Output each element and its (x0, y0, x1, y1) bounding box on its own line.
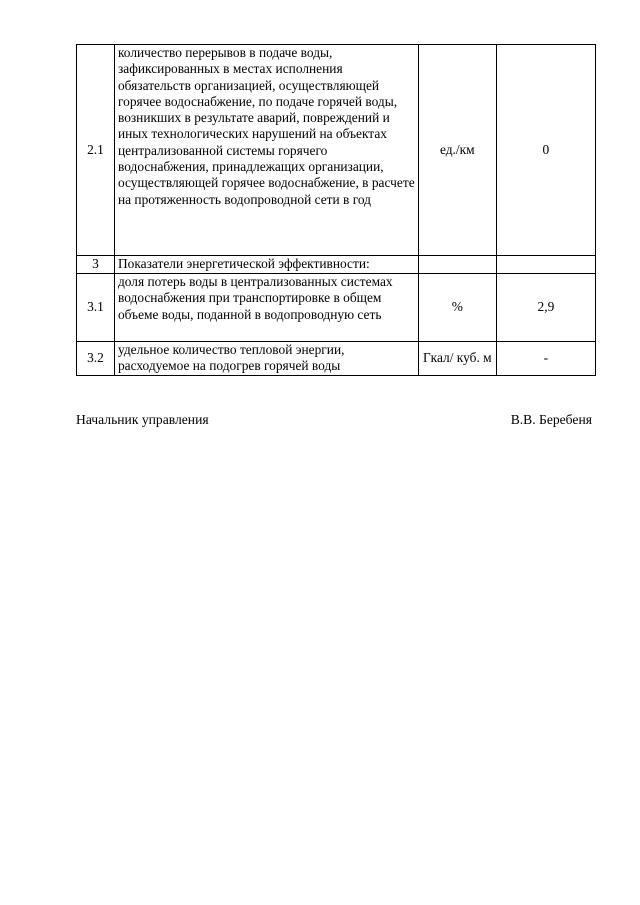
indicator-name: доля потерь воды в централизованных системах водоснабжения при транспортировке в общем объеме воды, поданной в водопроводную сеть (114, 274, 418, 342)
unit-of-measure: % (418, 274, 496, 342)
signature-position: Начальник управления (76, 412, 209, 427)
indicator-name: удельное количество тепловой энергии, расходуемое на подогрев горячей воды (114, 342, 418, 376)
indicator-name: количество перерывов в подаче воды, зафиксированных в местах исполнения обязательств организацией, осуществляющей горячее водоснабжение, по подаче горячей воды, возникших в результате аварий, повреждений и иных технологических нарушений на объектах централизованной системы горячего водоснабжения, принадлежащих организации, осуществляющей горячее водоснабжение, в расчете на протяженность водопроводной сети в год (114, 45, 418, 256)
table-row (77, 45, 596, 256)
unit-of-measure (418, 256, 496, 274)
row-number: 3 (77, 256, 115, 274)
indicator-value: 2,9 (496, 274, 595, 342)
section-heading: Показатели энергетической эффективности: (114, 256, 418, 274)
indicator-value: 0 (496, 45, 595, 256)
table-row (77, 274, 596, 342)
signature-block (76, 412, 596, 432)
table-row (77, 256, 596, 274)
signature-name: В.В. Беребеня (510, 412, 592, 427)
unit-of-measure: Гкал/ куб. м (418, 342, 496, 376)
indicators-table (76, 44, 596, 376)
indicator-value: - (496, 342, 595, 376)
row-number: 3.2 (77, 342, 115, 376)
row-number: 3.1 (77, 274, 115, 342)
indicator-value (496, 256, 595, 274)
table-row (77, 342, 596, 376)
unit-of-measure: ед./км (418, 45, 496, 256)
row-number: 2.1 (77, 45, 115, 256)
